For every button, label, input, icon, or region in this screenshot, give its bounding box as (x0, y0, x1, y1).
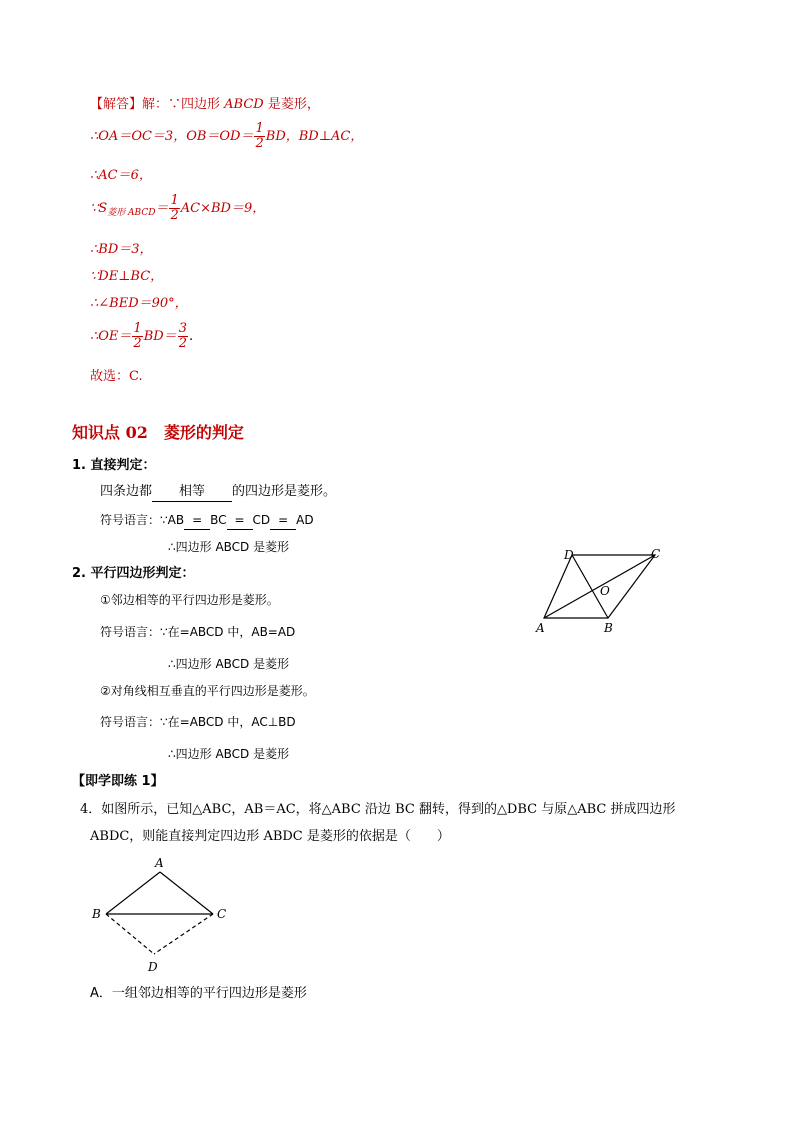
solution-line-5: ∴BD＝3， (90, 242, 153, 257)
symbol-cd: CD (252, 513, 271, 527)
fraction (178, 322, 188, 351)
label-b: B (92, 907, 101, 921)
solution-line-9: 故选：C. (90, 369, 143, 384)
label-b: B (604, 621, 613, 635)
solution-abcd: ABCD (224, 97, 264, 112)
solution-line-2-pre: ∴OA＝OC＝3，OB＝OD＝ (90, 129, 254, 144)
blank-2: = (227, 511, 253, 530)
solution-line-4-pre: ∵S (90, 201, 108, 216)
symbol-pre: ∵AB (160, 513, 185, 527)
solution-line-8-post: . (188, 329, 194, 344)
fraction (169, 194, 179, 223)
solution-line-6: ∵DE⊥BC， (90, 269, 164, 284)
solution-line-4-post: AC×BD＝9， (180, 201, 266, 216)
solution-line-4-eq: ＝ (155, 201, 169, 216)
side-bd-dashed (106, 914, 154, 954)
fraction (254, 122, 264, 151)
question-line-1: 4．如图所示，已知△ABC，AB＝AC，将△ABC 沿边 BC 翻转，得到的△DBC 与原△ABC 拼成四边形 (80, 802, 676, 817)
item2-case1-symbol: 符号语言：∵在=ABCD 中，AB=AD (100, 625, 296, 639)
item2-case2-symbol: 符号语言：∵在=ABCD 中，AC⊥BD (100, 715, 296, 729)
item1-sentence-post: 的四边形是菱形。 (232, 484, 337, 499)
side-cd-dashed (154, 914, 213, 954)
label-d: D (564, 548, 574, 562)
label-d: D (148, 960, 158, 974)
item1-sentence (100, 483, 336, 502)
answer-tag: 【解答】 (90, 97, 143, 112)
blank-3: = (270, 511, 296, 530)
blank-1: = (184, 511, 210, 530)
item1-blank: 相等 (152, 483, 232, 502)
solution-line-4 (90, 194, 265, 223)
solution-tail: 是菱形， (263, 97, 320, 112)
solution-line-3: ∴AC＝6， (90, 168, 152, 183)
item1-sentence-pre: 四条边都 (100, 484, 153, 499)
section-title: 知识点 02 菱形的判定 (72, 423, 244, 442)
solution-text: 解：∵四边形 (142, 97, 225, 112)
item2-case2: ②对角线相互垂直的平行四边形是菱形。 (100, 684, 315, 698)
triangle-figure (88, 852, 238, 977)
question-line-2: ABDC，则能直接判定四边形 ABDC 是菱形的依据是（ ） (90, 829, 450, 844)
fraction (132, 322, 142, 351)
fraction-numerator: 3 (178, 321, 187, 336)
side-ac (160, 872, 213, 914)
fraction-numerator: 1 (133, 321, 142, 336)
solution-line-2-post: BD，BD⊥AC， (265, 129, 364, 144)
label-c: C (217, 907, 227, 921)
item2-title: 2. 平行四边形判定： (72, 566, 195, 581)
option-a[interactable]: A．一组邻边相等的平行四边形是菱形 (90, 986, 307, 1001)
solution-line-2 (90, 122, 363, 151)
solution-line-1 (90, 96, 320, 114)
item2-case1-conclusion: ∴四边形 ABCD 是菱形 (168, 657, 290, 671)
rhombus-figure (530, 540, 670, 640)
solution-line-7: ∴∠BED＝90°， (90, 296, 188, 311)
solution-line-8-mid: BD＝ (143, 329, 177, 344)
label-a: A (536, 621, 545, 635)
symbol-ad: AD (296, 513, 314, 527)
side-ab (106, 872, 160, 914)
fraction-denominator: 2 (255, 136, 264, 151)
label-c: C (651, 547, 661, 561)
solution-line-8-pre: ∴OE＝ (90, 329, 132, 344)
item1-conclusion: ∴四边形 ABCD 是菱形 (168, 540, 290, 554)
item2-case2-conclusion: ∴四边形 ABCD 是菱形 (168, 747, 290, 761)
item1-symbol (100, 511, 314, 530)
label-a: A (155, 856, 164, 870)
fraction-denominator: 2 (170, 208, 179, 223)
fraction-denominator: 2 (178, 336, 187, 351)
practice-header: 【即学即练 1】 (72, 774, 164, 789)
item2-case1: ①邻边相等的平行四边形是菱形。 (100, 593, 279, 607)
symbol-label: 符号语言： (100, 513, 161, 527)
fraction-numerator: 1 (255, 121, 264, 136)
symbol-bc: BC (210, 513, 227, 527)
item1-title: 1. 直接判定： (72, 458, 156, 473)
fraction-numerator: 1 (170, 193, 179, 208)
area-subscript: 菱形 ABCD (107, 208, 156, 218)
fraction-denominator: 2 (133, 336, 142, 351)
label-o: O (600, 584, 610, 598)
solution-line-8 (90, 322, 193, 351)
